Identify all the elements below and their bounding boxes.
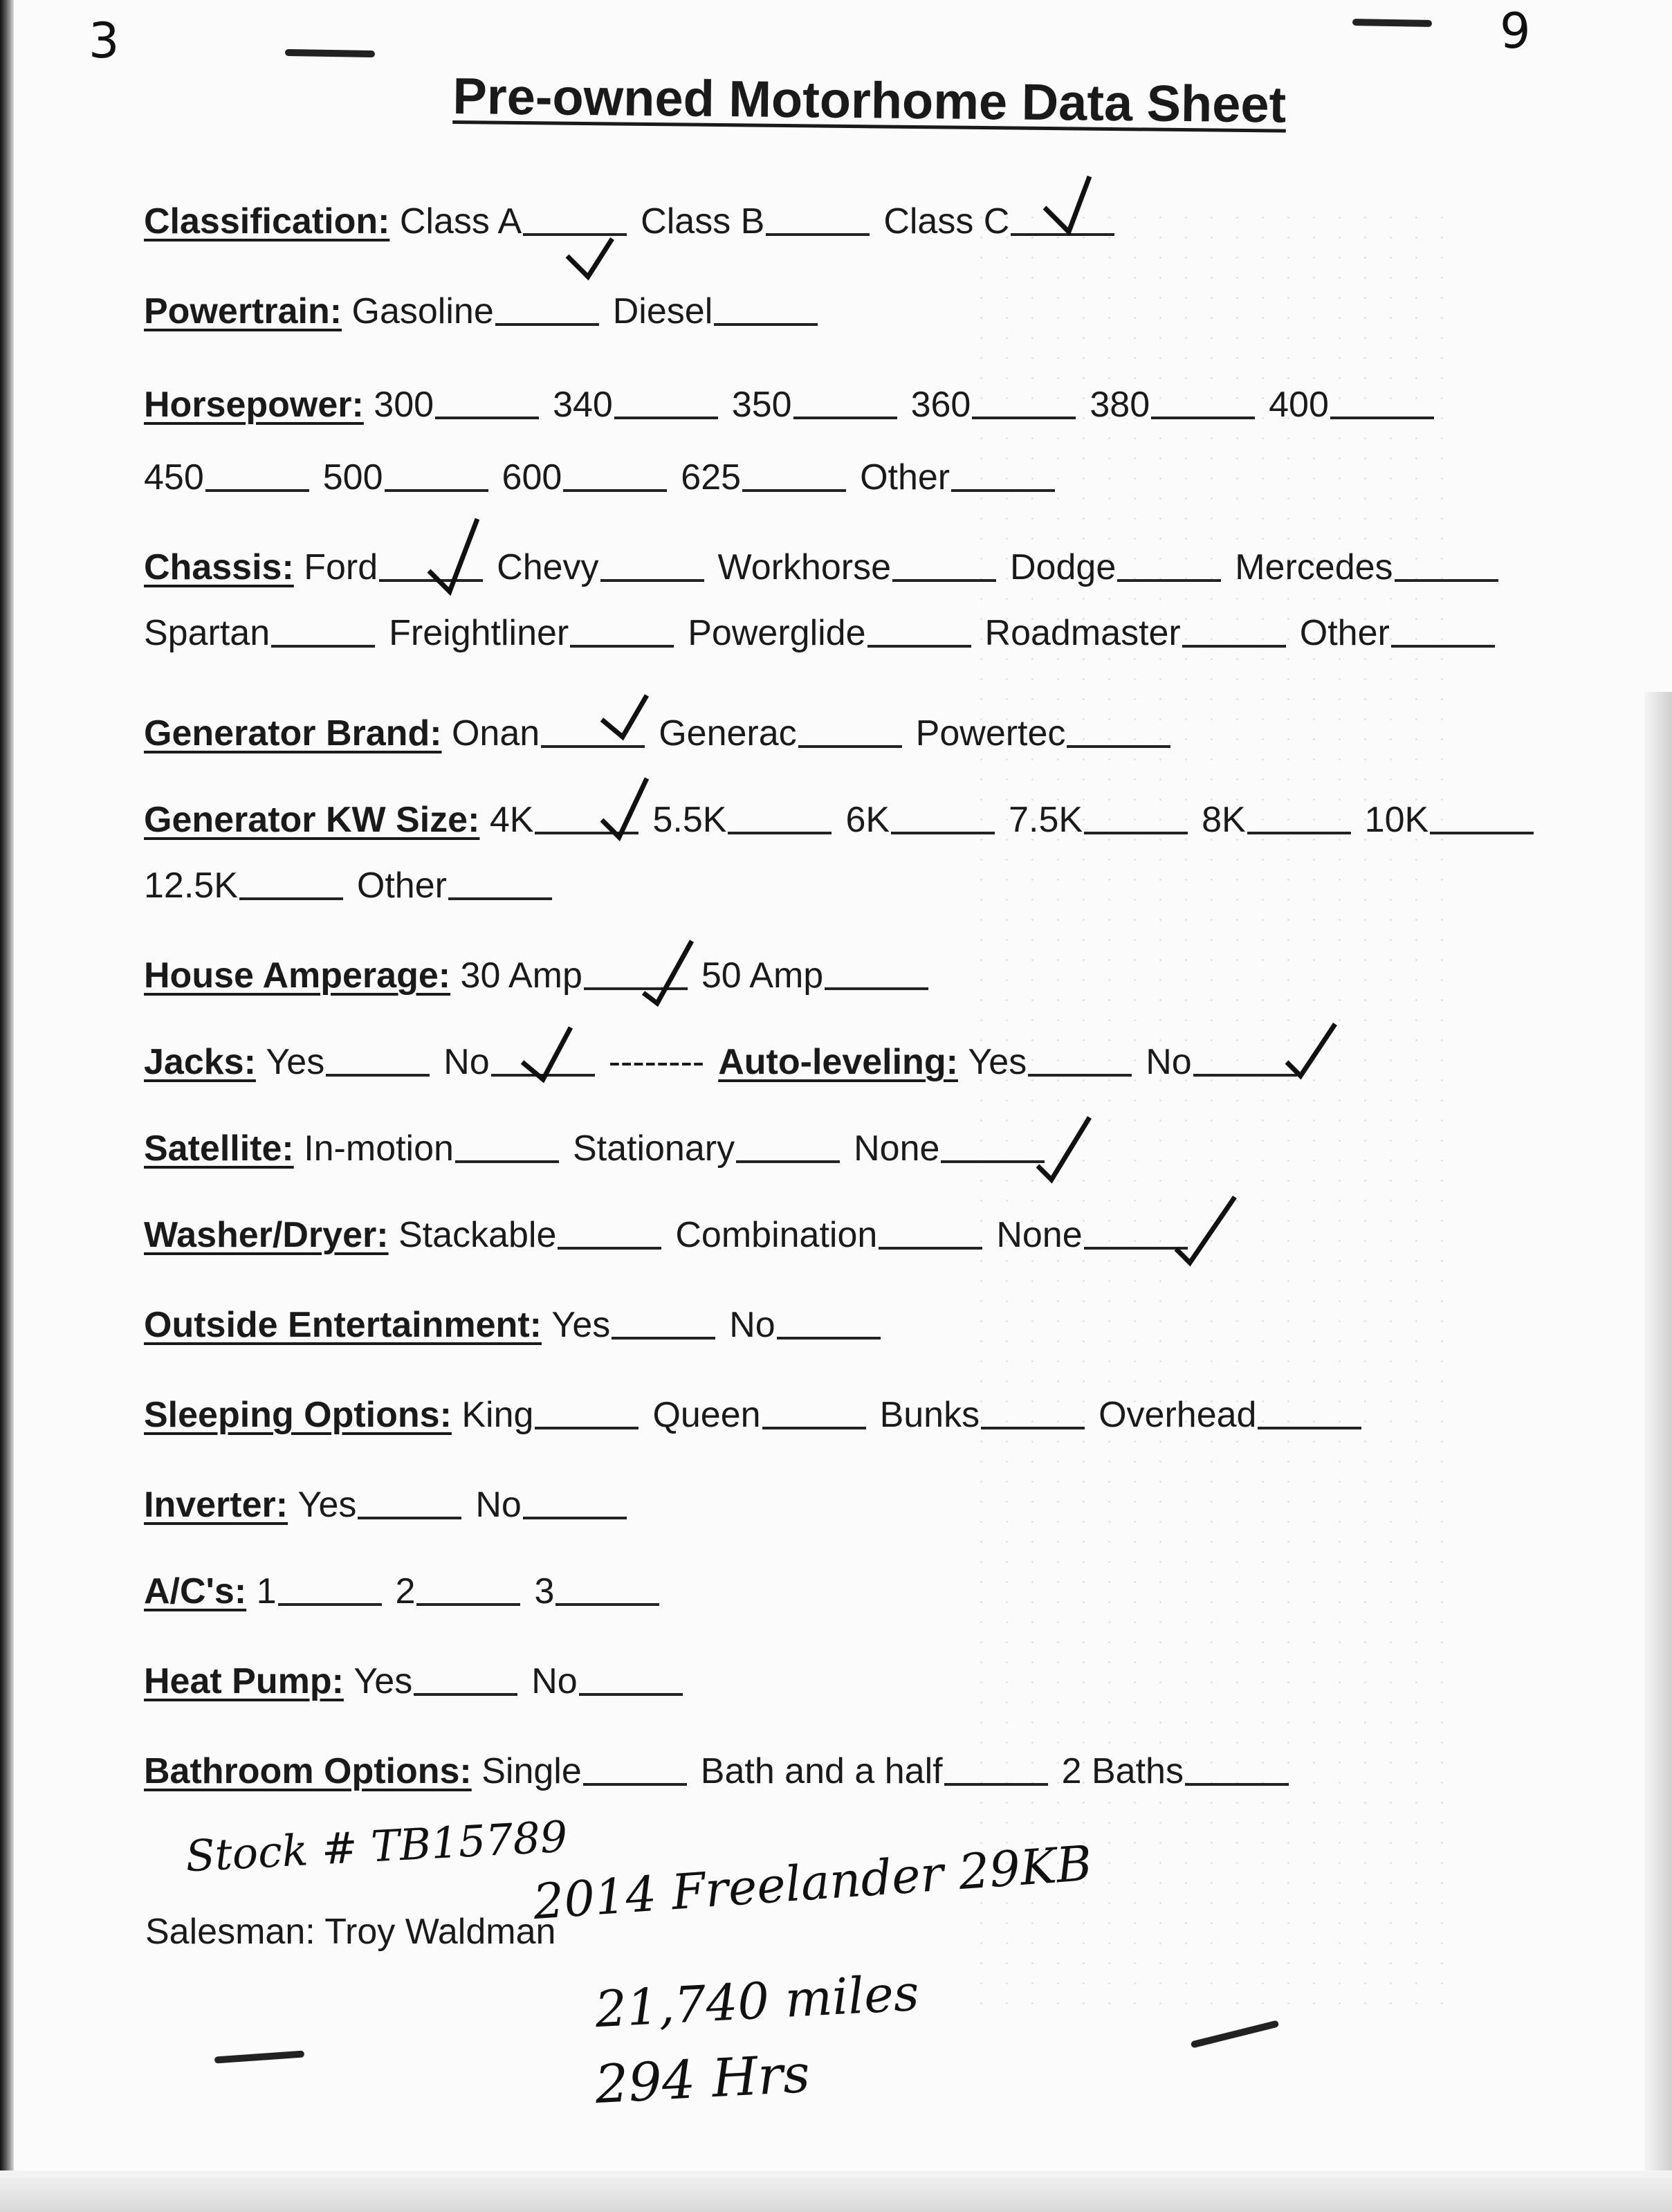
option-blank-line xyxy=(944,1783,1048,1786)
option-blank-line xyxy=(762,1427,866,1429)
option-blank-line xyxy=(1185,1783,1289,1786)
option-blank-line xyxy=(385,489,488,492)
option-label: 350 xyxy=(731,385,792,425)
option-blank-line xyxy=(941,1160,1045,1163)
field-label: Jacks: xyxy=(144,1042,256,1082)
option[interactable] xyxy=(681,457,846,498)
option-blank-line xyxy=(495,323,599,326)
field-label: Powertrain: xyxy=(144,291,342,331)
field-label: Bathroom Options: xyxy=(144,1751,472,1791)
option-blank-line xyxy=(972,417,1076,419)
option[interactable] xyxy=(443,1041,594,1083)
option[interactable] xyxy=(883,201,1114,242)
option-label: 380 xyxy=(1090,385,1150,425)
option[interactable] xyxy=(652,1394,865,1436)
option[interactable] xyxy=(675,1214,982,1256)
scan-bottom-edge xyxy=(0,2170,1672,2212)
option[interactable] xyxy=(497,547,704,588)
option-label: 300 xyxy=(374,385,434,425)
option-label: Combination xyxy=(675,1215,878,1255)
staple-top-left xyxy=(285,49,375,57)
form-row xyxy=(144,384,1448,426)
option[interactable] xyxy=(304,547,483,588)
option[interactable] xyxy=(718,547,996,588)
form-row xyxy=(144,799,1547,841)
option-blank-line xyxy=(1182,645,1286,648)
option-label: 3 xyxy=(534,1571,555,1611)
option[interactable] xyxy=(701,955,928,996)
option-blank-line xyxy=(1247,832,1351,834)
field-label: Generator KW Size: xyxy=(144,800,480,840)
option[interactable] xyxy=(1010,547,1221,588)
option[interactable] xyxy=(854,1128,1045,1169)
field-label: Washer/Dryer: xyxy=(144,1215,389,1255)
option-blank-line xyxy=(1391,645,1495,648)
option-blank-line xyxy=(523,233,627,236)
option-label: Powertec xyxy=(915,713,1066,753)
option[interactable] xyxy=(400,201,627,242)
option-label: 7.5K xyxy=(1009,800,1083,840)
field-label: Generator Brand: xyxy=(144,713,442,753)
option-blank-line xyxy=(535,1427,639,1429)
handwritten-hours: 294 Hrs xyxy=(593,2042,811,2116)
option-blank-line xyxy=(379,579,483,582)
form-row xyxy=(144,201,1128,242)
option[interactable] xyxy=(502,457,668,498)
option-blank-line xyxy=(728,832,832,834)
option-blank-line xyxy=(879,1247,982,1250)
option-label: 450 xyxy=(144,457,204,497)
option[interactable] xyxy=(1365,799,1534,841)
option[interactable] xyxy=(688,612,971,654)
option-label: No xyxy=(729,1305,775,1345)
option-label: Mercedes xyxy=(1235,547,1393,587)
option-label: 12.5K xyxy=(144,866,238,906)
option[interactable] xyxy=(298,1484,462,1526)
option-label: Yes xyxy=(353,1661,413,1701)
field-label: Satellite: xyxy=(144,1128,294,1169)
option-label: Workhorse xyxy=(717,547,891,587)
option-label: 500 xyxy=(322,457,383,497)
option-label: Overhead xyxy=(1099,1395,1257,1435)
option-blank-line xyxy=(555,1603,659,1606)
option[interactable] xyxy=(916,713,1171,754)
option-label: 360 xyxy=(910,385,971,425)
option-label: Generac xyxy=(659,713,797,753)
option-label: 340 xyxy=(553,385,613,425)
option-blank-line xyxy=(892,579,996,582)
option-label: Diesel xyxy=(612,291,713,331)
option-label: Yes xyxy=(968,1042,1027,1082)
page-title: Pre-owned Motorhome Data Sheet xyxy=(452,66,1287,134)
option-blank-line xyxy=(1430,832,1534,834)
option-blank-line xyxy=(1084,832,1188,834)
option[interactable] xyxy=(398,1214,661,1256)
option[interactable] xyxy=(732,384,897,426)
option-label: Stackable xyxy=(398,1215,557,1255)
option[interactable] xyxy=(531,1661,682,1702)
option-label: Other xyxy=(860,457,950,497)
option-label: Gasoline xyxy=(351,291,494,331)
option-blank-line xyxy=(714,323,818,326)
option-label: None xyxy=(996,1215,1083,1255)
option-label: Class A xyxy=(399,201,522,241)
handwritten-stock-number: Stock # TB15789 xyxy=(184,1811,569,1882)
option-label: 10K xyxy=(1364,800,1429,840)
option-label: 625 xyxy=(681,457,742,497)
form-row xyxy=(144,1571,673,1612)
option-blank-line xyxy=(798,745,902,748)
form-row xyxy=(144,612,1509,654)
option-blank-line xyxy=(491,1074,595,1077)
option-label: Other xyxy=(356,866,447,906)
option-blank-line xyxy=(278,1603,382,1606)
field-label: Classification: xyxy=(144,201,390,241)
option-label: Powerglide xyxy=(688,613,866,653)
form-row xyxy=(144,457,1069,498)
option-label: 30 Amp xyxy=(460,956,582,996)
option-blank-line xyxy=(583,1783,687,1786)
option[interactable] xyxy=(1146,1041,1296,1083)
option-blank-line xyxy=(1330,417,1434,419)
option-blank-line xyxy=(271,645,375,648)
option-blank-line xyxy=(579,1693,683,1696)
option-blank-line xyxy=(867,645,971,648)
option-label: 8K xyxy=(1202,800,1246,840)
option-blank-line xyxy=(777,1337,881,1340)
option[interactable] xyxy=(144,612,375,654)
field-label: Auto-leveling: xyxy=(718,1042,958,1082)
handwritten-model: 2014 Freelander 29KB xyxy=(531,1834,1094,1931)
option[interactable] xyxy=(573,1128,840,1169)
option[interactable] xyxy=(551,1304,715,1346)
option[interactable] xyxy=(374,384,539,426)
option[interactable] xyxy=(1099,1394,1361,1436)
option-label: 50 Amp xyxy=(701,956,824,996)
option[interactable] xyxy=(613,291,818,332)
option-blank-line xyxy=(612,1337,715,1340)
field-label: Chassis: xyxy=(144,547,294,587)
option-label: Bunks xyxy=(879,1395,980,1435)
option-label: Spartan xyxy=(144,613,270,653)
option[interactable] xyxy=(1202,799,1351,841)
option-blank-line xyxy=(570,645,674,648)
option-blank-line xyxy=(563,489,667,492)
option-blank-line xyxy=(414,1693,517,1696)
option[interactable] xyxy=(1300,612,1495,654)
field-label: Sleeping Options: xyxy=(144,1395,452,1435)
option-label: Chevy xyxy=(497,547,599,587)
option-label: No xyxy=(475,1485,522,1525)
option-label: In-motion xyxy=(304,1128,454,1169)
option-label: Yes xyxy=(551,1305,611,1345)
form-row xyxy=(144,713,1184,754)
option-label: 400 xyxy=(1269,385,1329,425)
option-blank-line xyxy=(523,1517,627,1519)
option-label: Class C xyxy=(883,201,1010,241)
staple-bottom-right xyxy=(1191,2020,1280,2048)
option-blank-line xyxy=(1151,417,1255,419)
option-label: Freightliner xyxy=(389,613,569,653)
option-blank-line xyxy=(1193,1074,1297,1077)
option-blank-line xyxy=(535,832,639,834)
option[interactable] xyxy=(353,1661,517,1702)
option-blank-line xyxy=(1084,1247,1188,1250)
option[interactable] xyxy=(1062,1751,1289,1792)
field-label: Heat Pump: xyxy=(144,1661,344,1701)
option-label: None xyxy=(854,1128,940,1169)
option-blank-line xyxy=(1067,745,1170,748)
option-blank-line xyxy=(1028,1074,1132,1077)
option-blank-line xyxy=(416,1603,520,1606)
option-label: 1 xyxy=(256,1571,277,1611)
option[interactable] xyxy=(357,865,552,906)
option[interactable] xyxy=(534,1571,659,1612)
form-row xyxy=(144,865,566,906)
option-blank-line xyxy=(1011,233,1114,236)
option-blank-line xyxy=(455,1160,559,1163)
option-label: 4K xyxy=(489,800,534,840)
option[interactable] xyxy=(389,612,674,654)
option[interactable] xyxy=(475,1484,626,1526)
check-class-a xyxy=(567,239,612,277)
option-label: Ford xyxy=(304,547,378,587)
option-blank-line xyxy=(793,417,897,419)
option[interactable] xyxy=(490,799,639,841)
option[interactable] xyxy=(144,865,343,906)
option-blank-line xyxy=(326,1074,430,1077)
option-label: Single xyxy=(481,1751,582,1791)
option[interactable] xyxy=(1009,799,1188,841)
option[interactable] xyxy=(461,1394,639,1436)
option-blank-line xyxy=(742,489,846,492)
option[interactable] xyxy=(1090,384,1255,426)
option-label: Onan xyxy=(451,713,540,753)
option-label: Queen xyxy=(652,1395,761,1435)
option-blank-line xyxy=(358,1517,461,1519)
option[interactable] xyxy=(985,612,1286,654)
staple-bottom-left xyxy=(214,2050,304,2063)
option[interactable] xyxy=(729,1304,880,1346)
option-label: 2 Baths xyxy=(1061,1751,1184,1791)
option[interactable] xyxy=(352,291,599,332)
form-row xyxy=(144,291,832,332)
option-label: King xyxy=(461,1395,534,1435)
option-blank-line xyxy=(600,579,704,582)
option-label: 2 xyxy=(395,1571,416,1611)
option-label: No xyxy=(443,1042,490,1082)
option-label: Other xyxy=(1299,613,1390,653)
form-row xyxy=(144,1394,1375,1436)
option[interactable] xyxy=(323,457,488,498)
option-blank-line xyxy=(541,745,645,748)
option[interactable] xyxy=(911,384,1076,426)
option-label: 6K xyxy=(845,800,890,840)
option-blank-line xyxy=(584,987,688,990)
form-row xyxy=(144,1304,894,1346)
option-label: Class B xyxy=(641,201,765,241)
option[interactable] xyxy=(304,1128,559,1169)
option[interactable] xyxy=(880,1394,1085,1436)
option-label: No xyxy=(1146,1042,1192,1082)
option[interactable] xyxy=(641,201,870,242)
option[interactable] xyxy=(461,955,688,996)
option-blank-line xyxy=(825,987,928,990)
field-label: House Amperage: xyxy=(144,956,451,996)
option-blank-line xyxy=(766,233,870,236)
salesman-line: Salesman: Troy Waldman xyxy=(145,1912,556,1952)
form-row xyxy=(144,1661,697,1702)
option[interactable] xyxy=(144,457,309,498)
option[interactable] xyxy=(845,799,995,841)
handwritten-miles: 21,740 miles xyxy=(594,1963,921,2039)
option-label: Roadmaster xyxy=(984,613,1181,653)
form-row xyxy=(144,1128,1058,1169)
option-label: 5.5K xyxy=(652,800,727,840)
option[interactable] xyxy=(1269,384,1434,426)
option-blank-line xyxy=(981,1427,1085,1429)
form-row xyxy=(144,1041,1311,1083)
form-row xyxy=(144,955,942,996)
form-row xyxy=(144,547,1512,588)
form-row xyxy=(144,1214,1202,1256)
option-label: Yes xyxy=(297,1485,357,1525)
form-row xyxy=(144,1751,1303,1792)
option-blank-line xyxy=(558,1247,661,1250)
field-label: Inverter: xyxy=(144,1485,288,1525)
option-label: Dodge xyxy=(1010,547,1117,587)
option-label: No xyxy=(531,1661,578,1701)
field-label: A/C's: xyxy=(144,1571,247,1611)
option[interactable] xyxy=(860,457,1055,498)
option-label: 600 xyxy=(502,457,562,497)
corner-number-left: 3 xyxy=(89,12,120,69)
option[interactable] xyxy=(266,1041,430,1083)
row-separator: -------- xyxy=(608,1042,705,1082)
option[interactable] xyxy=(452,713,645,754)
option-label: Bath and a half xyxy=(700,1751,943,1791)
option-label: Stationary xyxy=(572,1128,735,1169)
field-label: Outside Entertainment: xyxy=(144,1305,542,1345)
option[interactable] xyxy=(1235,547,1498,588)
form-row xyxy=(144,1484,641,1526)
option-blank-line xyxy=(951,489,1055,492)
corner-number-right: 9 xyxy=(1500,3,1531,60)
option-blank-line xyxy=(1395,579,1498,582)
option-label: Yes xyxy=(266,1042,325,1082)
option-blank-line xyxy=(736,1160,840,1163)
option[interactable] xyxy=(481,1751,687,1792)
option-blank-line xyxy=(1117,579,1221,582)
option[interactable] xyxy=(701,1751,1048,1792)
option[interactable] xyxy=(968,1041,1132,1083)
option[interactable] xyxy=(396,1571,521,1612)
scan-left-edge xyxy=(0,0,14,2212)
field-label: Horsepower: xyxy=(144,385,364,425)
option-blank-line xyxy=(614,417,718,419)
option[interactable] xyxy=(257,1571,382,1612)
option-blank-line xyxy=(435,417,539,419)
option[interactable] xyxy=(553,384,718,426)
option-blank-line xyxy=(1258,1427,1361,1429)
option-blank-line xyxy=(891,832,995,834)
staple-top-right xyxy=(1352,19,1432,27)
option-blank-line xyxy=(239,897,343,900)
scan-right-edge xyxy=(1644,692,1672,2212)
option-blank-line xyxy=(448,897,552,900)
option[interactable] xyxy=(996,1214,1187,1256)
option-blank-line xyxy=(205,489,309,492)
option[interactable] xyxy=(652,799,832,841)
option[interactable] xyxy=(659,713,901,754)
